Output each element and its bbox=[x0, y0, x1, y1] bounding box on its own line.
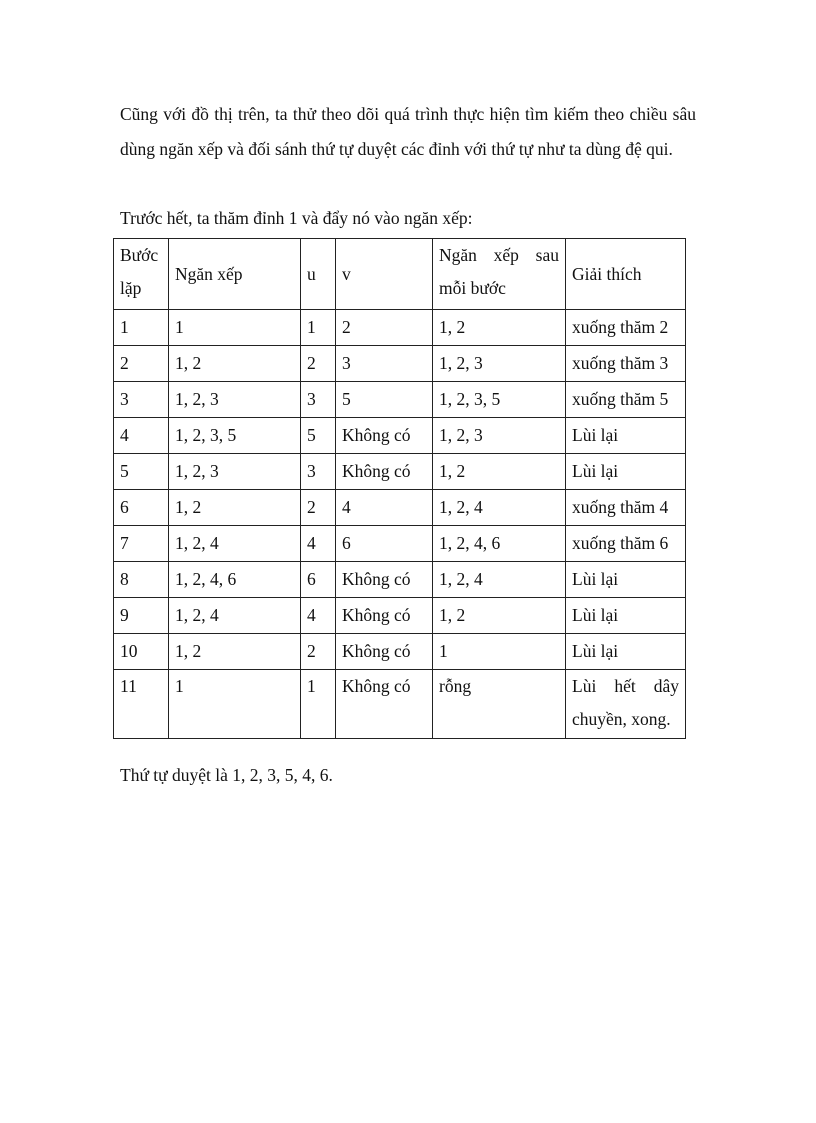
cell-explain: Lùi lại bbox=[566, 634, 686, 670]
table-row bbox=[114, 526, 686, 562]
cell-u: 1 bbox=[301, 670, 336, 739]
table-row bbox=[114, 382, 686, 418]
cell-explain: Lùi hết dây chuyền, xong. bbox=[566, 670, 686, 739]
cell-after: 1, 2 bbox=[433, 454, 566, 490]
table-row bbox=[114, 634, 686, 670]
cell-explain: xuống thăm 5 bbox=[566, 382, 686, 418]
cell-u: 3 bbox=[301, 454, 336, 490]
cell-u: 4 bbox=[301, 526, 336, 562]
cell-v: 4 bbox=[336, 490, 433, 526]
cell-explain: xuống thăm 6 bbox=[566, 526, 686, 562]
result-paragraph: Thứ tự duyệt là 1, 2, 3, 5, 4, 6. bbox=[120, 765, 333, 785]
cell-u: 2 bbox=[301, 490, 336, 526]
cell-stack: 1, 2 bbox=[169, 490, 301, 526]
dfs-stack-table bbox=[113, 238, 686, 739]
cell-u: 1 bbox=[301, 310, 336, 346]
lead-paragraph: Trước hết, ta thăm đỉnh 1 và đẩy nó vào ngăn xếp: bbox=[120, 208, 473, 228]
cell-stack: 1 bbox=[169, 310, 301, 346]
cell-step: 10 bbox=[114, 634, 169, 670]
cell-u: 6 bbox=[301, 562, 336, 598]
table-row bbox=[114, 562, 686, 598]
header-explain: Giải thích bbox=[566, 239, 686, 310]
cell-stack: 1, 2, 4 bbox=[169, 526, 301, 562]
table-row bbox=[114, 346, 686, 382]
cell-v: Không có bbox=[336, 562, 433, 598]
cell-after: 1 bbox=[433, 634, 566, 670]
cell-explain: Lùi lại bbox=[566, 598, 686, 634]
cell-explain: xuống thăm 3 bbox=[566, 346, 686, 382]
cell-explain: xuống thăm 4 bbox=[566, 490, 686, 526]
cell-u: 2 bbox=[301, 346, 336, 382]
cell-step: 4 bbox=[114, 418, 169, 454]
table-row bbox=[114, 418, 686, 454]
table-row bbox=[114, 310, 686, 346]
cell-explain: Lùi lại bbox=[566, 562, 686, 598]
intro-paragraph: Cũng với đồ thị trên, ta thử theo dõi quá trình thực hiện tìm kiếm theo chiều sâu dùng ngăn xếp và đối sánh thứ tự duyệt các đỉnh với thứ tự như ta dùng đệ qui. bbox=[120, 104, 696, 159]
cell-u: 4 bbox=[301, 598, 336, 634]
cell-stack: 1, 2 bbox=[169, 634, 301, 670]
cell-step: 8 bbox=[114, 562, 169, 598]
header-u: u bbox=[301, 239, 336, 310]
cell-v: 2 bbox=[336, 310, 433, 346]
cell-explain: xuống thăm 2 bbox=[566, 310, 686, 346]
cell-stack: 1, 2, 3, 5 bbox=[169, 418, 301, 454]
cell-v: 5 bbox=[336, 382, 433, 418]
cell-step: 1 bbox=[114, 310, 169, 346]
cell-stack: 1, 2, 3 bbox=[169, 454, 301, 490]
cell-step: 5 bbox=[114, 454, 169, 490]
cell-explain: Lùi lại bbox=[566, 454, 686, 490]
cell-v: 3 bbox=[336, 346, 433, 382]
header-stack: Ngăn xếp bbox=[169, 239, 301, 310]
cell-v: Không có bbox=[336, 598, 433, 634]
cell-v: Không có bbox=[336, 418, 433, 454]
cell-stack: 1, 2, 3 bbox=[169, 382, 301, 418]
cell-after: 1, 2, 4 bbox=[433, 562, 566, 598]
cell-u: 5 bbox=[301, 418, 336, 454]
header-v: v bbox=[336, 239, 433, 310]
cell-after: 1, 2, 4, 6 bbox=[433, 526, 566, 562]
cell-step: 11 bbox=[114, 670, 169, 739]
header-stack-after: Ngăn xếp sau mỗi bước bbox=[433, 239, 566, 310]
cell-v: Không có bbox=[336, 634, 433, 670]
table-row bbox=[114, 670, 686, 739]
cell-after: 1, 2, 4 bbox=[433, 490, 566, 526]
cell-step: 7 bbox=[114, 526, 169, 562]
cell-v: 6 bbox=[336, 526, 433, 562]
header-step: Bước lặp bbox=[114, 239, 169, 310]
cell-u: 2 bbox=[301, 634, 336, 670]
cell-after: 1, 2 bbox=[433, 310, 566, 346]
cell-stack: 1 bbox=[169, 670, 301, 739]
cell-stack: 1, 2 bbox=[169, 346, 301, 382]
cell-stack: 1, 2, 4, 6 bbox=[169, 562, 301, 598]
cell-stack: 1, 2, 4 bbox=[169, 598, 301, 634]
cell-after: rỗng bbox=[433, 670, 566, 739]
cell-step: 2 bbox=[114, 346, 169, 382]
cell-after: 1, 2, 3 bbox=[433, 418, 566, 454]
cell-step: 6 bbox=[114, 490, 169, 526]
cell-after: 1, 2 bbox=[433, 598, 566, 634]
cell-v: Không có bbox=[336, 454, 433, 490]
table-row bbox=[114, 490, 686, 526]
cell-step: 3 bbox=[114, 382, 169, 418]
cell-explain: Lùi lại bbox=[566, 418, 686, 454]
cell-after: 1, 2, 3 bbox=[433, 346, 566, 382]
cell-step: 9 bbox=[114, 598, 169, 634]
table-row bbox=[114, 454, 686, 490]
cell-u: 3 bbox=[301, 382, 336, 418]
table-header-row bbox=[114, 239, 686, 310]
cell-after: 1, 2, 3, 5 bbox=[433, 382, 566, 418]
cell-v: Không có bbox=[336, 670, 433, 739]
table-row bbox=[114, 598, 686, 634]
